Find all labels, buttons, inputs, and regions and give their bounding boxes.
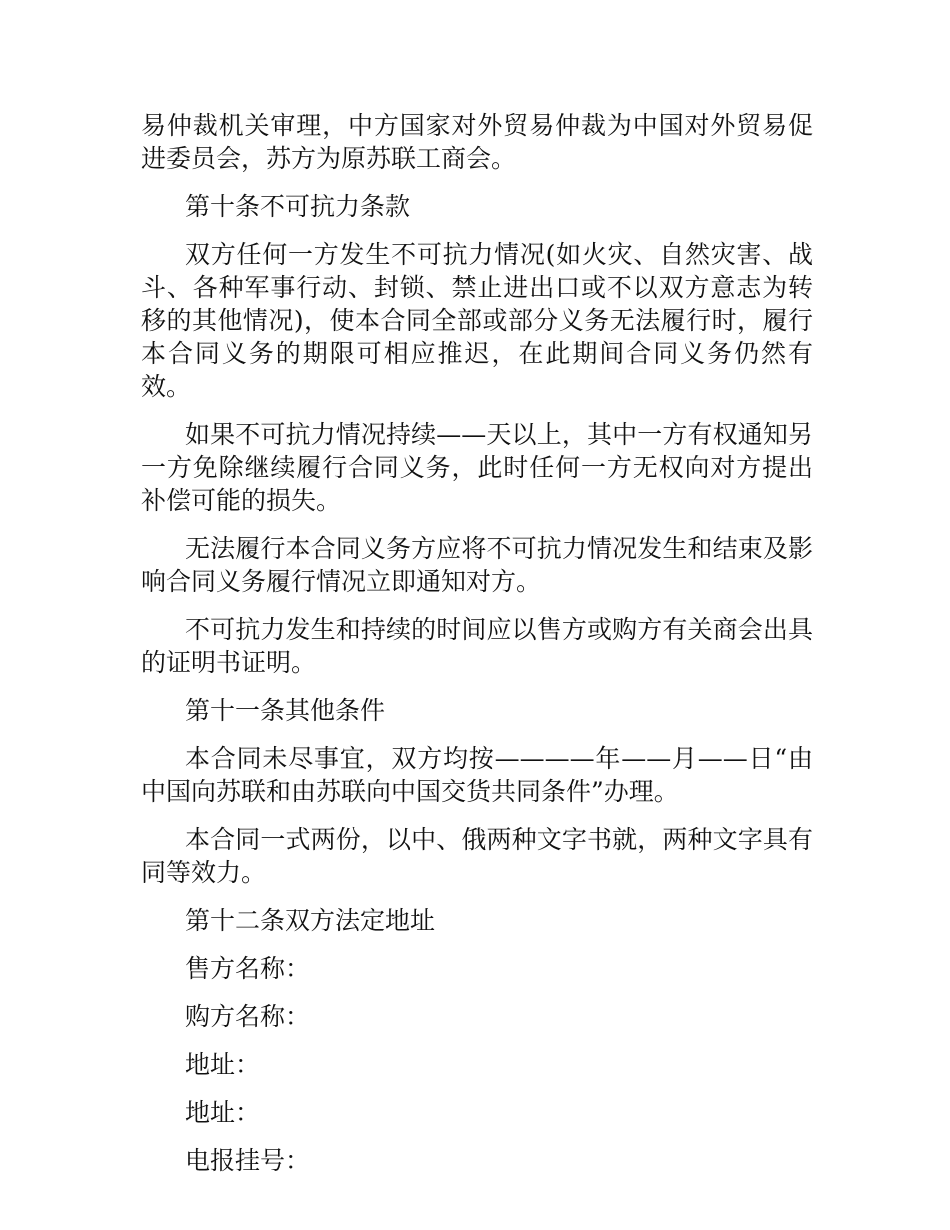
- field-address-buyer: 地址：: [185, 1098, 261, 1127]
- paragraph-force-majeure-certificate: 不可抗力发生和持续的时间应以售方或购方有关商会出具的证明书证明。: [141, 615, 813, 677]
- heading-article-11-other-conditions: 第十一条其他条件: [185, 696, 386, 725]
- heading-article-10-force-majeure: 第十条不可抗力条款: [185, 192, 411, 221]
- paragraph-general-conditions: 本合同未尽事宜，双方均按————年——月——日“由中国向苏联和由苏联向中国交货共同条件”办理。: [141, 744, 813, 806]
- field-buyer-name: 购方名称：: [185, 1002, 311, 1031]
- paragraph-force-majeure-notification: 无法履行本合同义务方应将不可抗力情况发生和结束及影响合同义务履行情况立即通知对方。: [141, 534, 813, 596]
- document-body: [141, 109, 813, 1192]
- field-address-seller: 地址：: [185, 1050, 261, 1079]
- field-telegraph-code: 电报挂号：: [185, 1146, 311, 1175]
- paragraph-arbitration-continued: 易仲裁机关审理，中方国家对外贸易仲裁为中国对外贸易促进委员会，苏方为原苏联工商会。: [141, 111, 813, 173]
- paragraph-force-majeure-definition: 双方任何一方发生不可抗力情况(如火灾、自然灾害、战斗、各种军事行动、封锁、禁止进出口或不以双方意志为转移的其他情况)，使本合同全部或部分义务无法履行时，履行本合同义务的期限可相应推迟，在此期间合同义务仍然有效。: [141, 240, 813, 401]
- paragraph-force-majeure-duration: 如果不可抗力情况持续——天以上，其中一方有权通知另一方免除继续履行合同义务，此时任何一方无权向对方提出补偿可能的损失。: [141, 420, 813, 515]
- heading-article-12-legal-addresses: 第十二条双方法定地址: [185, 906, 436, 935]
- field-seller-name: 售方名称：: [185, 954, 311, 983]
- paragraph-copies-languages: 本合同一式两份，以中、俄两种文字书就，两种文字具有同等效力。: [141, 825, 813, 887]
